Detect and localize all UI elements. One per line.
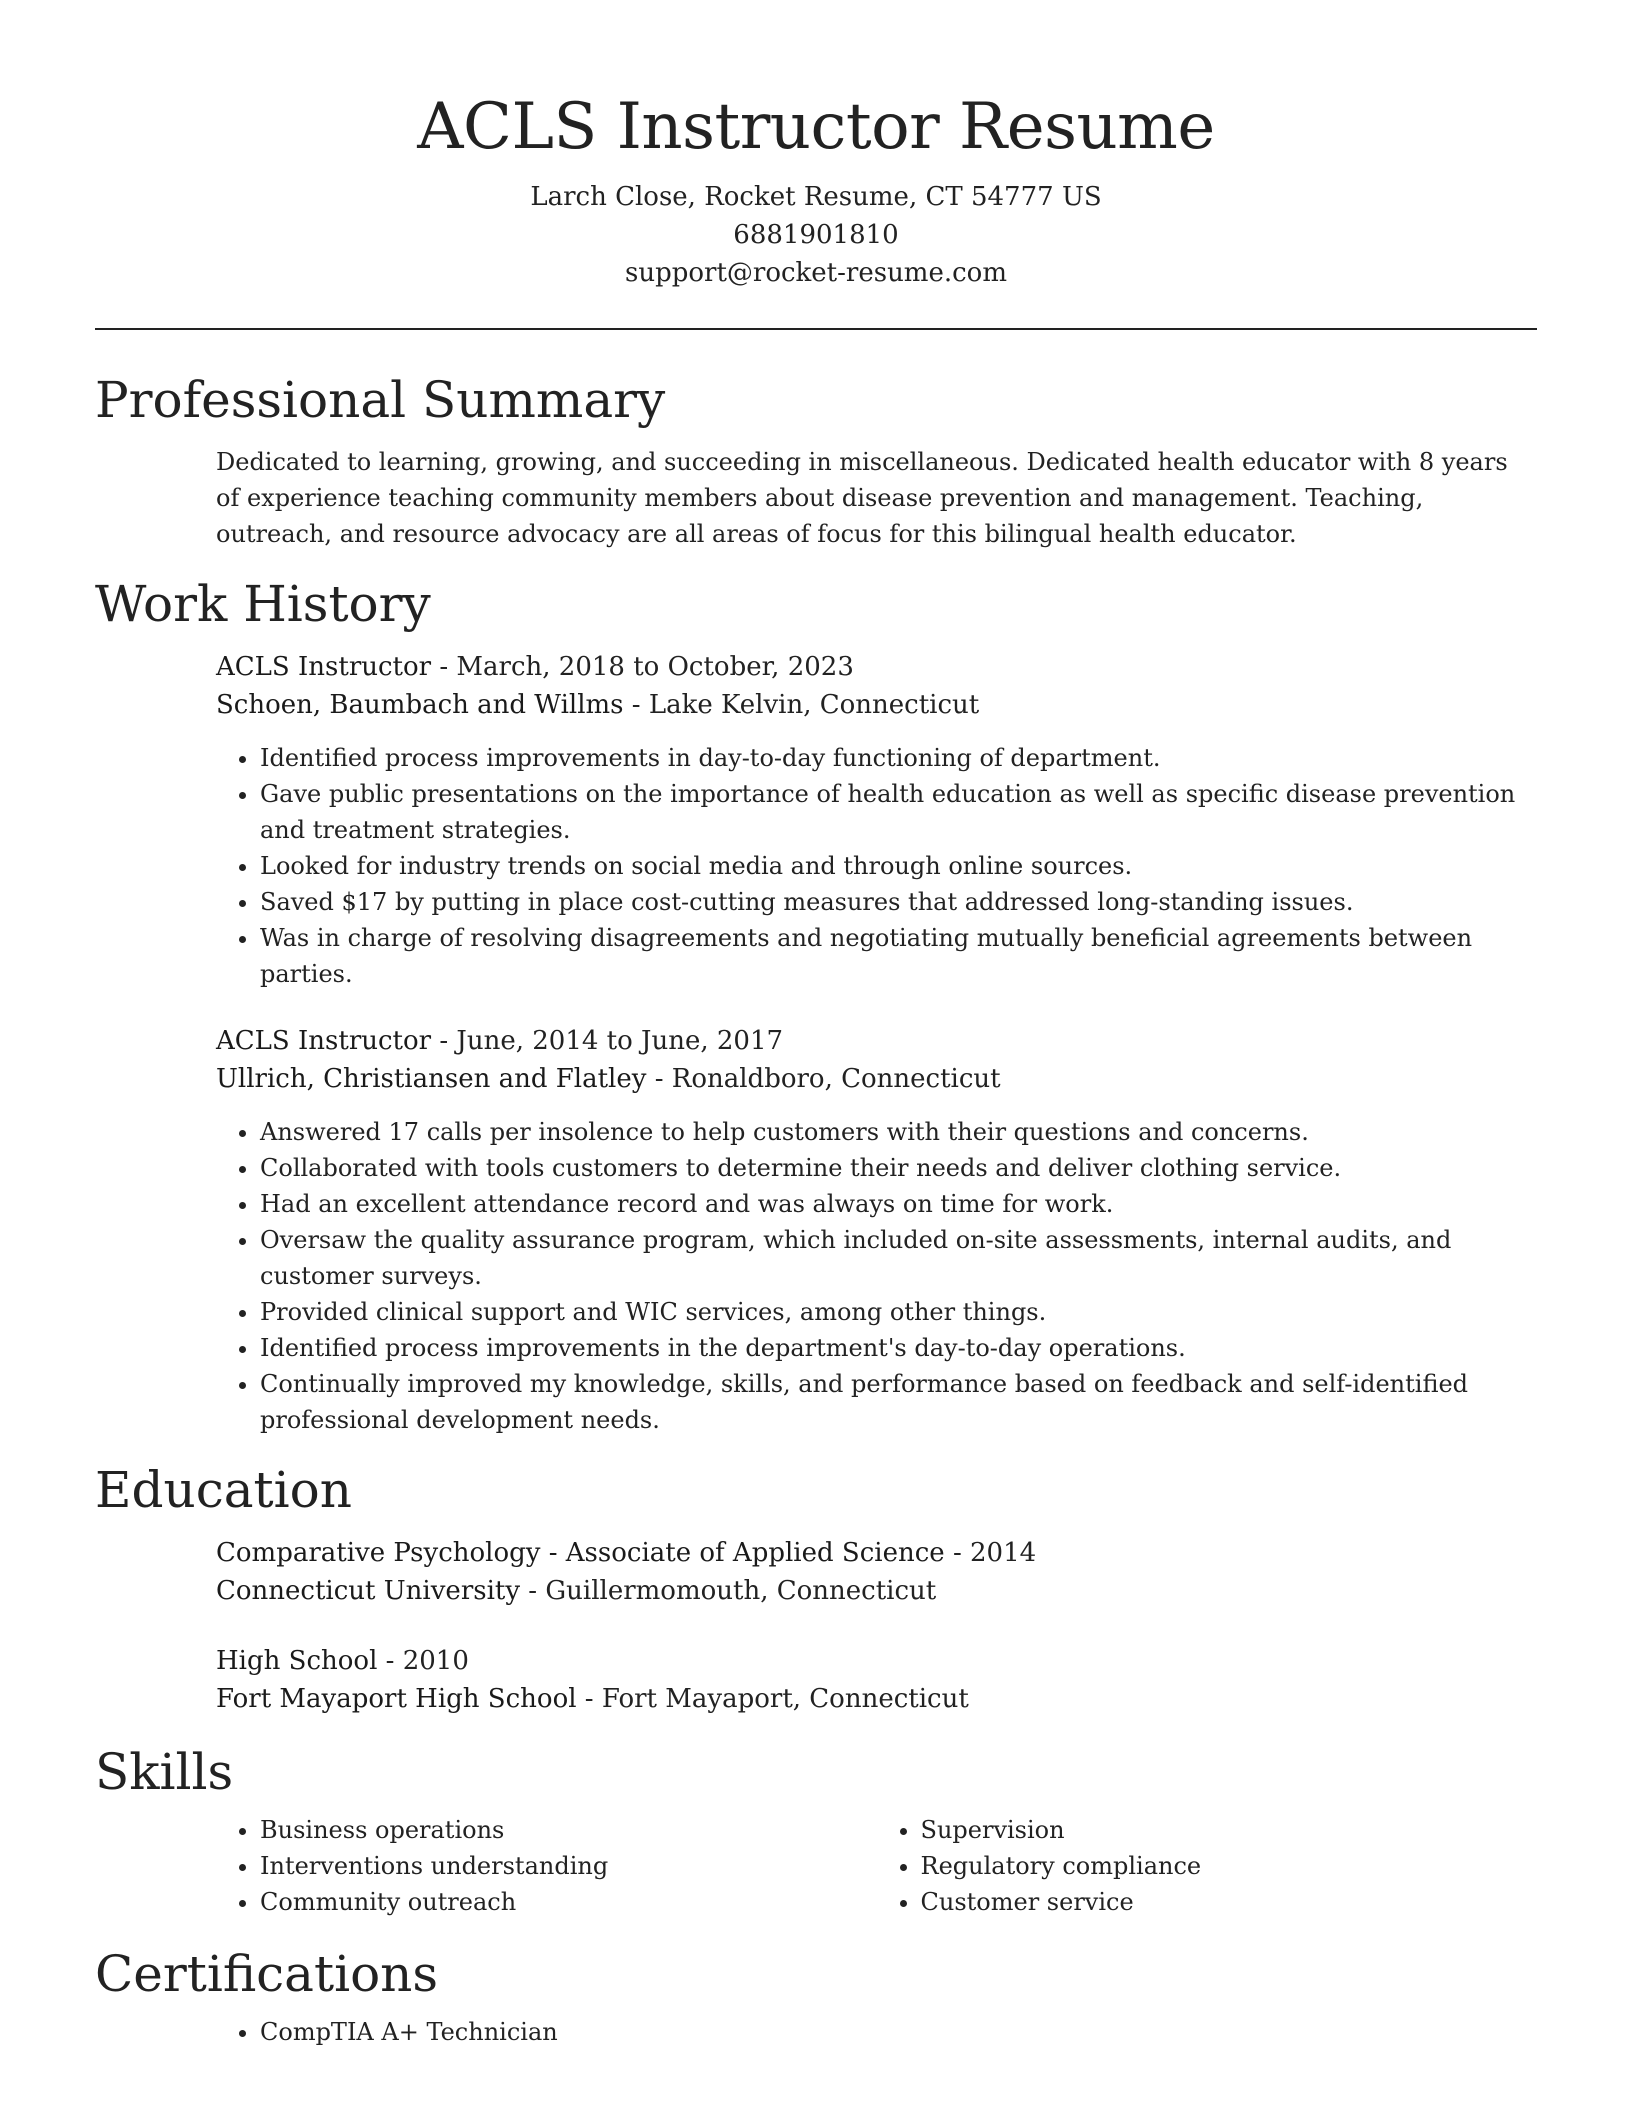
education-school-line bbox=[216, 1572, 1537, 1610]
job-company: Schoen, Baumbach and Willms bbox=[216, 690, 624, 720]
education-degree: Comparative Psychology - Associate of Applied Science bbox=[216, 1538, 945, 1568]
job-bullet: • Collaborated with tools customers to determine their needs and deliver clothing service. bbox=[260, 1150, 1537, 1186]
job-bullet: • Gave public presentations on the importance of health education as well as specific disease prevention and treatment strategies. bbox=[260, 776, 1537, 848]
job-title-line bbox=[216, 1022, 1537, 1060]
job-bullet: • Provided clinical support and WIC services, among other things. bbox=[260, 1294, 1537, 1330]
job-company-line bbox=[216, 686, 1537, 724]
job-company: Ullrich, Christiansen and Flatley bbox=[216, 1064, 647, 1094]
skills-heading: Skills bbox=[95, 1743, 234, 1801]
job-company-line bbox=[216, 1060, 1537, 1098]
education-degree-line bbox=[216, 1642, 1537, 1680]
education-location: - Guillermomouth, Connecticut bbox=[520, 1576, 937, 1606]
job-bullets bbox=[216, 1114, 1537, 1438]
job-title: ACLS Instructor bbox=[216, 1026, 432, 1056]
skills-list-left bbox=[216, 1812, 877, 1920]
education-location: - Fort Mayaport, Connecticut bbox=[576, 1684, 969, 1714]
job-bullet: • Had an excellent attendance record and was always on time for work. bbox=[260, 1186, 1537, 1222]
skills-section bbox=[95, 1742, 1537, 1920]
summary-heading: Professional Summary bbox=[95, 371, 666, 429]
education-year: - 2010 bbox=[377, 1646, 469, 1676]
job-bullet: • Was in charge of resolving disagreements and negotiating mutually beneficial agreements between parties. bbox=[260, 920, 1537, 992]
education-degree: High School bbox=[216, 1646, 378, 1676]
job-bullet: • Saved $17 by putting in place cost-cutting measures that addressed long-standing issues. bbox=[260, 884, 1537, 920]
certifications-list bbox=[216, 2014, 1537, 2050]
education-school: Connecticut University bbox=[216, 1576, 521, 1606]
job-title-line bbox=[216, 648, 1537, 686]
job-bullet: • Oversaw the quality assurance program, which included on-site assessments, internal audits, and customer surveys. bbox=[260, 1222, 1537, 1294]
education-school-line bbox=[216, 1680, 1537, 1718]
education-school: Fort Mayaport High School bbox=[216, 1684, 577, 1714]
skill-item: • Supervision bbox=[921, 1812, 1538, 1848]
skill-item: • Community outreach bbox=[260, 1884, 877, 1920]
job-bullet: • Identified process improvements in the department's day-to-day operations. bbox=[260, 1330, 1537, 1366]
summary-section bbox=[95, 370, 1537, 552]
contact-phone: 6881901810 bbox=[733, 220, 899, 250]
contact-address: Larch Close, Rocket Resume, CT 54777 US bbox=[530, 182, 1102, 212]
education-entry bbox=[216, 1642, 1537, 1718]
resume-title: ACLS Instructor Resume bbox=[417, 90, 1215, 164]
job-entry bbox=[216, 648, 1537, 724]
summary-text: Dedicated to learning, growing, and succeeding in miscellaneous. Dedicated health educator with 8 years of experience teaching community members about disease prevention and management. Teaching, outreach, and resource advocacy are all areas of focus for this bilingual health educator. bbox=[216, 448, 1508, 548]
education-degree-line bbox=[216, 1534, 1537, 1572]
skill-item: • Regulatory compliance bbox=[921, 1848, 1538, 1884]
resume-page bbox=[95, 0, 1537, 2050]
job-location: - Ronaldboro, Connecticut bbox=[646, 1064, 1001, 1094]
certifications-section bbox=[95, 1944, 1537, 2050]
skills-columns bbox=[216, 1812, 1537, 1920]
job-title: ACLS Instructor bbox=[216, 652, 432, 682]
contact-email: support@rocket-resume.com bbox=[624, 258, 1007, 288]
job-entry bbox=[216, 1022, 1537, 1098]
education-heading: Education bbox=[95, 1461, 352, 1519]
education-section bbox=[95, 1460, 1537, 1718]
job-bullet: • Continually improved my knowledge, skills, and performance based on feedback and self-identified professional development needs. bbox=[260, 1366, 1537, 1438]
work-history-heading: Work History bbox=[95, 575, 431, 633]
skill-item: • Business operations bbox=[260, 1812, 877, 1848]
job-dates: - June, 2014 to June, 2017 bbox=[431, 1026, 784, 1056]
certification-item: • CompTIA A+ Technician bbox=[260, 2014, 1537, 2050]
contact-block bbox=[95, 178, 1537, 292]
skill-item: • Interventions understanding bbox=[260, 1848, 877, 1884]
skills-list-right bbox=[877, 1812, 1538, 1920]
work-history-section bbox=[95, 574, 1537, 1438]
certifications-heading: Certifications bbox=[95, 1945, 439, 2003]
job-bullet: • Answered 17 calls per insolence to help customers with their questions and concerns. bbox=[260, 1114, 1537, 1150]
education-entry bbox=[216, 1534, 1537, 1610]
job-bullets bbox=[216, 740, 1537, 992]
job-bullet: • Identified process improvements in day-to-day functioning of department. bbox=[260, 740, 1537, 776]
job-location: - Lake Kelvin, Connecticut bbox=[623, 690, 980, 720]
header-divider bbox=[95, 328, 1537, 330]
job-dates: - March, 2018 to October, 2023 bbox=[431, 652, 854, 682]
job-bullet: • Looked for industry trends on social media and through online sources. bbox=[260, 848, 1537, 884]
skill-item: • Customer service bbox=[921, 1884, 1538, 1920]
education-year: - 2014 bbox=[944, 1538, 1037, 1568]
